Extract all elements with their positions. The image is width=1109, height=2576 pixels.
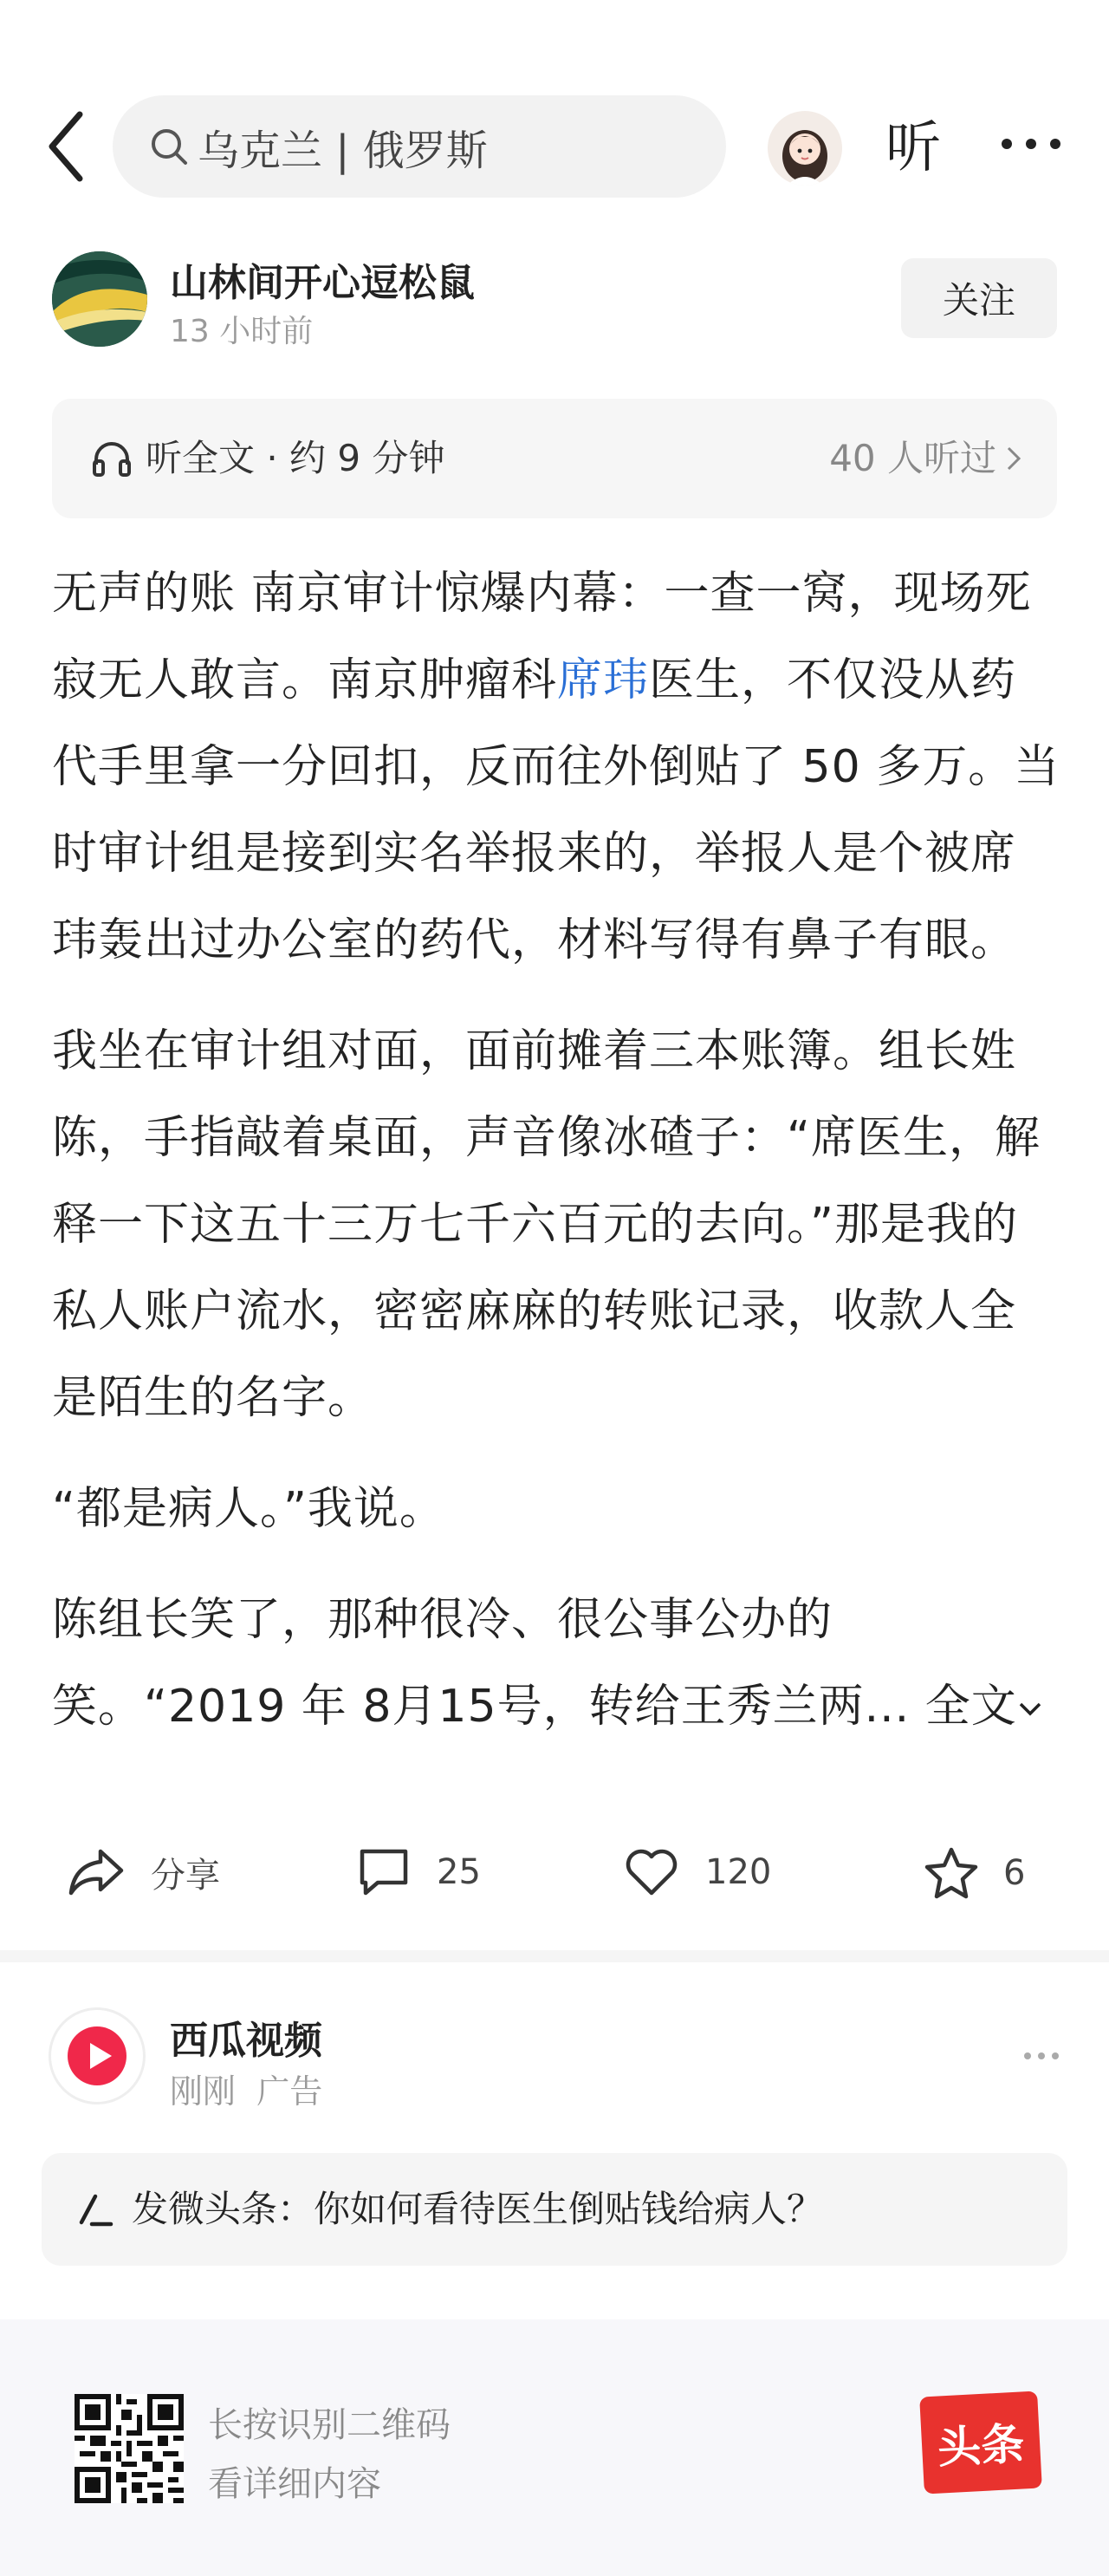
user-avatar[interactable]	[768, 111, 842, 185]
ad-advertiser-name[interactable]: 西瓜视频	[170, 2019, 322, 2063]
xigua-video-logo[interactable]	[49, 2007, 146, 2104]
article-paragraph-4: 陈组长笑了，那种很冷、很公事公办的笑。“2019 年 8月15号，转给王秀兰两... 全文	[52, 1577, 1061, 1750]
post-time: 13 小时前	[170, 314, 314, 349]
share-button[interactable]: 分享	[66, 1846, 220, 1898]
section-divider	[0, 1950, 1109, 1962]
article-body[interactable]	[52, 550, 1061, 1774]
follow-button[interactable]: 关注	[901, 258, 1057, 338]
doctor-name-link[interactable]: 席玮	[557, 654, 650, 706]
chevron-right-icon	[1005, 446, 1022, 472]
star-icon	[924, 1846, 979, 1900]
like-button[interactable]: 120	[622, 1846, 771, 1898]
author-avatar[interactable]	[52, 251, 147, 347]
favorite-button[interactable]: 6	[924, 1846, 1025, 1900]
qr-hint-line-2: 看详细内容	[208, 2464, 381, 2504]
back-arrow-icon[interactable]	[45, 109, 87, 184]
comment-button[interactable]: 25	[355, 1846, 481, 1898]
article-paragraph-1: 无声的账 南京审计惊爆内幕：一查一窝，现场死寂无人敢言。南京肿瘤科席玮医生，不仅没从药代手里拿一分回扣，反而往外倒贴了 50 多万。当时审计组是接到实名举报来的，举报人是个被席玮轰出过办公室的药代，材料写得有鼻子有眼。	[52, 568, 1060, 966]
listen-button[interactable]: 听	[885, 116, 941, 180]
full-text-link[interactable]: 全文	[925, 1681, 1043, 1733]
post-prompt-text: 发微头条：你如何看待医生倒贴钱给病人？	[132, 2188, 824, 2230]
article-paragraph-3: “都是病人。”我说。	[52, 1483, 445, 1535]
heart-icon	[622, 1846, 681, 1898]
toutiao-logo: 头条	[919, 2391, 1042, 2495]
chevron-down-icon	[1017, 1699, 1043, 1720]
article-paragraph-2: 我坐在审计组对面，面前摊着三本账簿。组长姓陈，手指敲着桌面，声音像冰碴子：“席医生，解释一下这五十三万七千六百元的去向。”那是我的私人账户流水，密密麻麻的转账记录，收款人全是陌生的名字。	[52, 1025, 1041, 1424]
comment-icon	[355, 1846, 412, 1898]
share-icon	[66, 1846, 126, 1898]
action-bar	[0, 1846, 1109, 1916]
pen-icon	[73, 2188, 116, 2231]
listen-full-text-bar[interactable]	[52, 399, 1057, 518]
qr-code-icon[interactable]	[75, 2394, 184, 2503]
qr-hint-line-1: 长按识别二维码	[208, 2405, 451, 2445]
author-name[interactable]: 山林间开心逗松鼠	[170, 261, 475, 305]
ad-more-icon[interactable]	[1022, 2051, 1060, 2061]
footer-share-card	[0, 2319, 1109, 2576]
search-placeholder: 乌克兰 | 俄罗斯	[198, 126, 488, 175]
ad-meta: 刚刚 广告	[170, 2072, 323, 2111]
listen-duration-text: 听全文 · 约 9 分钟	[146, 437, 445, 479]
listen-count: 40 人听过	[829, 437, 996, 479]
post-prompt-bar[interactable]	[42, 2153, 1067, 2266]
headphones-icon	[90, 437, 133, 480]
search-bar[interactable]	[113, 95, 726, 198]
more-options-icon[interactable]	[996, 118, 1066, 170]
search-icon	[149, 127, 189, 166]
